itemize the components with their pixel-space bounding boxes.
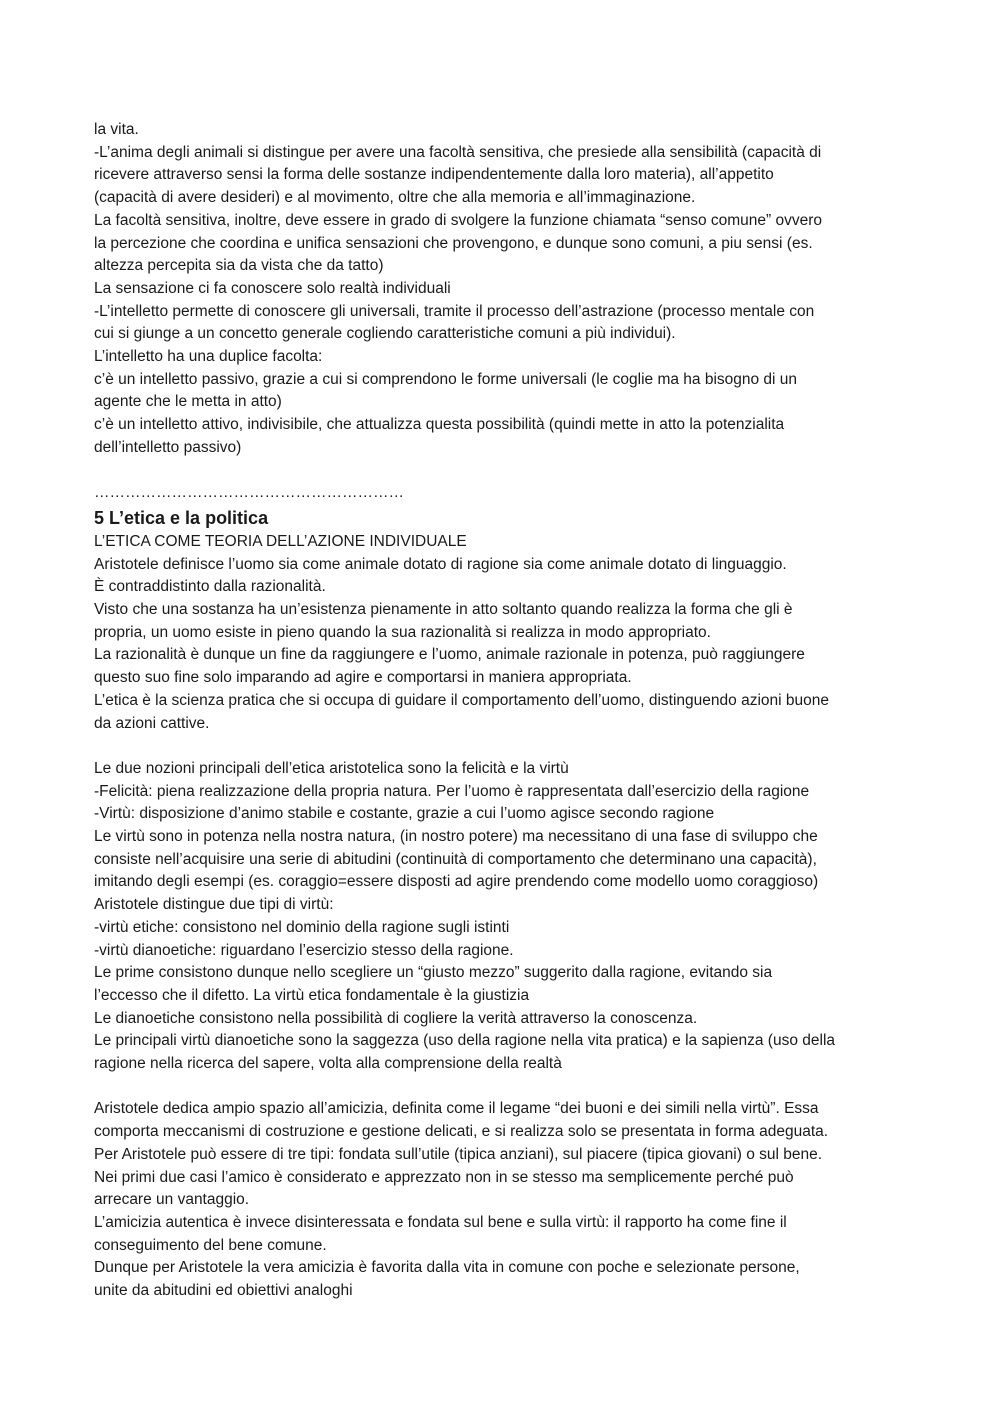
text-line: da azioni cattive. — [94, 714, 210, 732]
section-heading: 5 L’etica e la politica — [94, 507, 269, 528]
text-line: propria, un uomo esiste in pieno quando la sua razionalità si realizza in modo appropriato. — [94, 623, 711, 641]
text-line: c’è un intelletto passivo, grazie a cui si comprendono le forme universali (le coglie ma ha bisogno di un — [94, 370, 798, 388]
text-line: È contraddistinto dalla razionalità. — [94, 578, 326, 596]
text-line: altezza percepita sia da vista che da tatto) — [94, 257, 384, 275]
text-line: la percezione che coordina e unifica sensazioni che provengono, e dunque sono comuni, a piu sensi (es. — [94, 234, 813, 252]
text-line: Le virtù sono in potenza nella nostra natura, (in nostro potere) ma necessitano di una fase di sviluppo che — [94, 828, 818, 846]
text-line: Le principali virtù dianoetiche sono la saggezza (uso della ragione nella vita pratica) e la sapienza (uso della — [94, 1032, 836, 1050]
blank-line — [94, 460, 906, 483]
text-line: La razionalità è dunque un fine da raggiungere e l’uomo, animale razionale in potenza, può raggiungere — [94, 646, 805, 664]
paragraph-uomo-razionalita — [94, 554, 906, 736]
text-line: Le prime consistono dunque nello scegliere un “giusto mezzo” suggerito dalla ragione, evitando sia — [94, 964, 773, 982]
section-etica-politica — [94, 505, 906, 1303]
text-line: Aristotele dedica ampio spazio all’amicizia, definita come il legame “dei buoni e dei simili nella virtù”. Essa — [94, 1100, 819, 1118]
paragraph-felicita-virtu — [94, 758, 906, 1076]
text-line: dell’intelletto passivo) — [94, 438, 242, 456]
text-line: c’è un intelletto attivo, indivisibile, che attualizza questa possibilità (quindi mette in atto la potenzialita — [94, 416, 785, 434]
text-line: Nei primi due casi l’amico è considerato e apprezzato non in se stesso ma semplicemente perché può — [94, 1168, 794, 1186]
text-line: Le dianoetiche consistono nella possibilità di cogliere la verità attraverso la conoscenza. — [94, 1009, 698, 1027]
text-line: -Virtù: disposizione d’animo stabile e costante, grazie a cui l’uomo agisce secondo ragione — [94, 805, 715, 823]
text-line: agente che le metta in atto) — [94, 393, 282, 411]
section-subheading: L’ETICA COME TEORIA DELL’AZIONE INDIVIDUALE — [94, 532, 467, 550]
text-line: Dunque per Aristotele la vera amicizia è favorita dalla vita in comune con poche e selezionate persone, — [94, 1259, 800, 1277]
text-line: (capacità di avere desideri) e al movimento, oltre che alla memoria e all’immaginazione. — [94, 189, 696, 207]
text-line: -virtù etiche: consistono nel dominio della ragione sugli istinti — [94, 918, 510, 936]
text-line: la vita. — [94, 121, 139, 138]
text-line: comporta meccanismi di costruzione e gestione delicati, e si realizza solo se presentata in forma adeguata. — [94, 1123, 829, 1141]
text-line: Aristotele definisce l’uomo sia come animale dotato di ragione sia come animale dotato di linguaggio. — [94, 555, 787, 573]
paragraph-amicizia — [94, 1098, 906, 1302]
text-line: L’amicizia autentica è invece disinteressata e fondata sul bene e sulla virtù: il rapporto ha come fine il — [94, 1214, 787, 1231]
dotted-separator: …………………………………………………… — [94, 484, 404, 502]
text-line: consiste nell’acquisire una serie di abitudini (continuità di comportamento che determinano una capacità), — [94, 850, 817, 868]
text-line: cui si giunge a un concetto generale cogliendo caratteristiche comuni a più individui). — [94, 325, 676, 343]
text-line: -L’intelletto permette di conoscere gli universali, tramite il processo dell’astrazione (processo mentale con — [94, 302, 815, 320]
text-line: questo suo fine solo imparando ad agire e comportarsi in maniera appropriata. — [94, 669, 632, 687]
text-line: imitando degli esempi (es. coraggio=essere disposti ad agire prendendo come modello uomo coraggioso) — [94, 873, 819, 891]
text-line: unite da abitudini ed obiettivi analoghi — [94, 1282, 353, 1300]
text-line: L’etica è la scienza pratica che si occupa di guidare il comportamento dell’uomo, distinguendo azioni buone — [94, 691, 829, 709]
text-line: Aristotele distingue due tipi di virtù: — [94, 896, 334, 914]
text-line: Visto che una sostanza ha un’esistenza pienamente in atto soltanto quando realizza la forma che gli è — [94, 601, 793, 619]
blank-line — [94, 735, 906, 758]
text-line: La facoltà sensitiva, inoltre, deve essere in grado di svolgere la funzione chiamata “senso comune” ovvero — [94, 211, 823, 229]
section-anima-intelletto — [94, 119, 906, 460]
text-line: Le due nozioni principali dell’etica aristotelica sono la felicità e la virtù — [94, 759, 569, 777]
document-page — [94, 119, 906, 1303]
text-line: -L’anima degli animali si distingue per avere una facoltà sensitiva, che presiede alla sensibilità (capacità di — [94, 143, 822, 161]
text-line: Per Aristotele può essere di tre tipi: fondata sull’utile (tipica anziani), sul piacere (tipica giovani) o sul bene. — [94, 1145, 823, 1163]
text-line: L’intelletto ha una duplice facolta: — [94, 348, 323, 366]
text-line: l’eccesso che il difetto. La virtù etica fondamentale è la giustizia — [94, 986, 530, 1004]
text-line: La sensazione ci fa conoscere solo realtà individuali — [94, 279, 451, 297]
text-line: ricevere attraverso sensi la forma delle sostanze indipendentemente dalla loro materia), all’appetito — [94, 166, 774, 184]
text-line: -Felicità: piena realizzazione della propria natura. Per l’uomo è rappresentata dall’esercizio della ragione — [94, 782, 810, 800]
text-line: ragione nella ricerca del sapere, volta alla comprensione della realtà — [94, 1055, 562, 1073]
text-line: arrecare un vantaggio. — [94, 1191, 250, 1209]
text-line: conseguimento del bene comune. — [94, 1236, 327, 1254]
blank-line — [94, 1076, 906, 1099]
text-line: -virtù dianoetiche: riguardano l’esercizio stesso della ragione. — [94, 941, 514, 959]
